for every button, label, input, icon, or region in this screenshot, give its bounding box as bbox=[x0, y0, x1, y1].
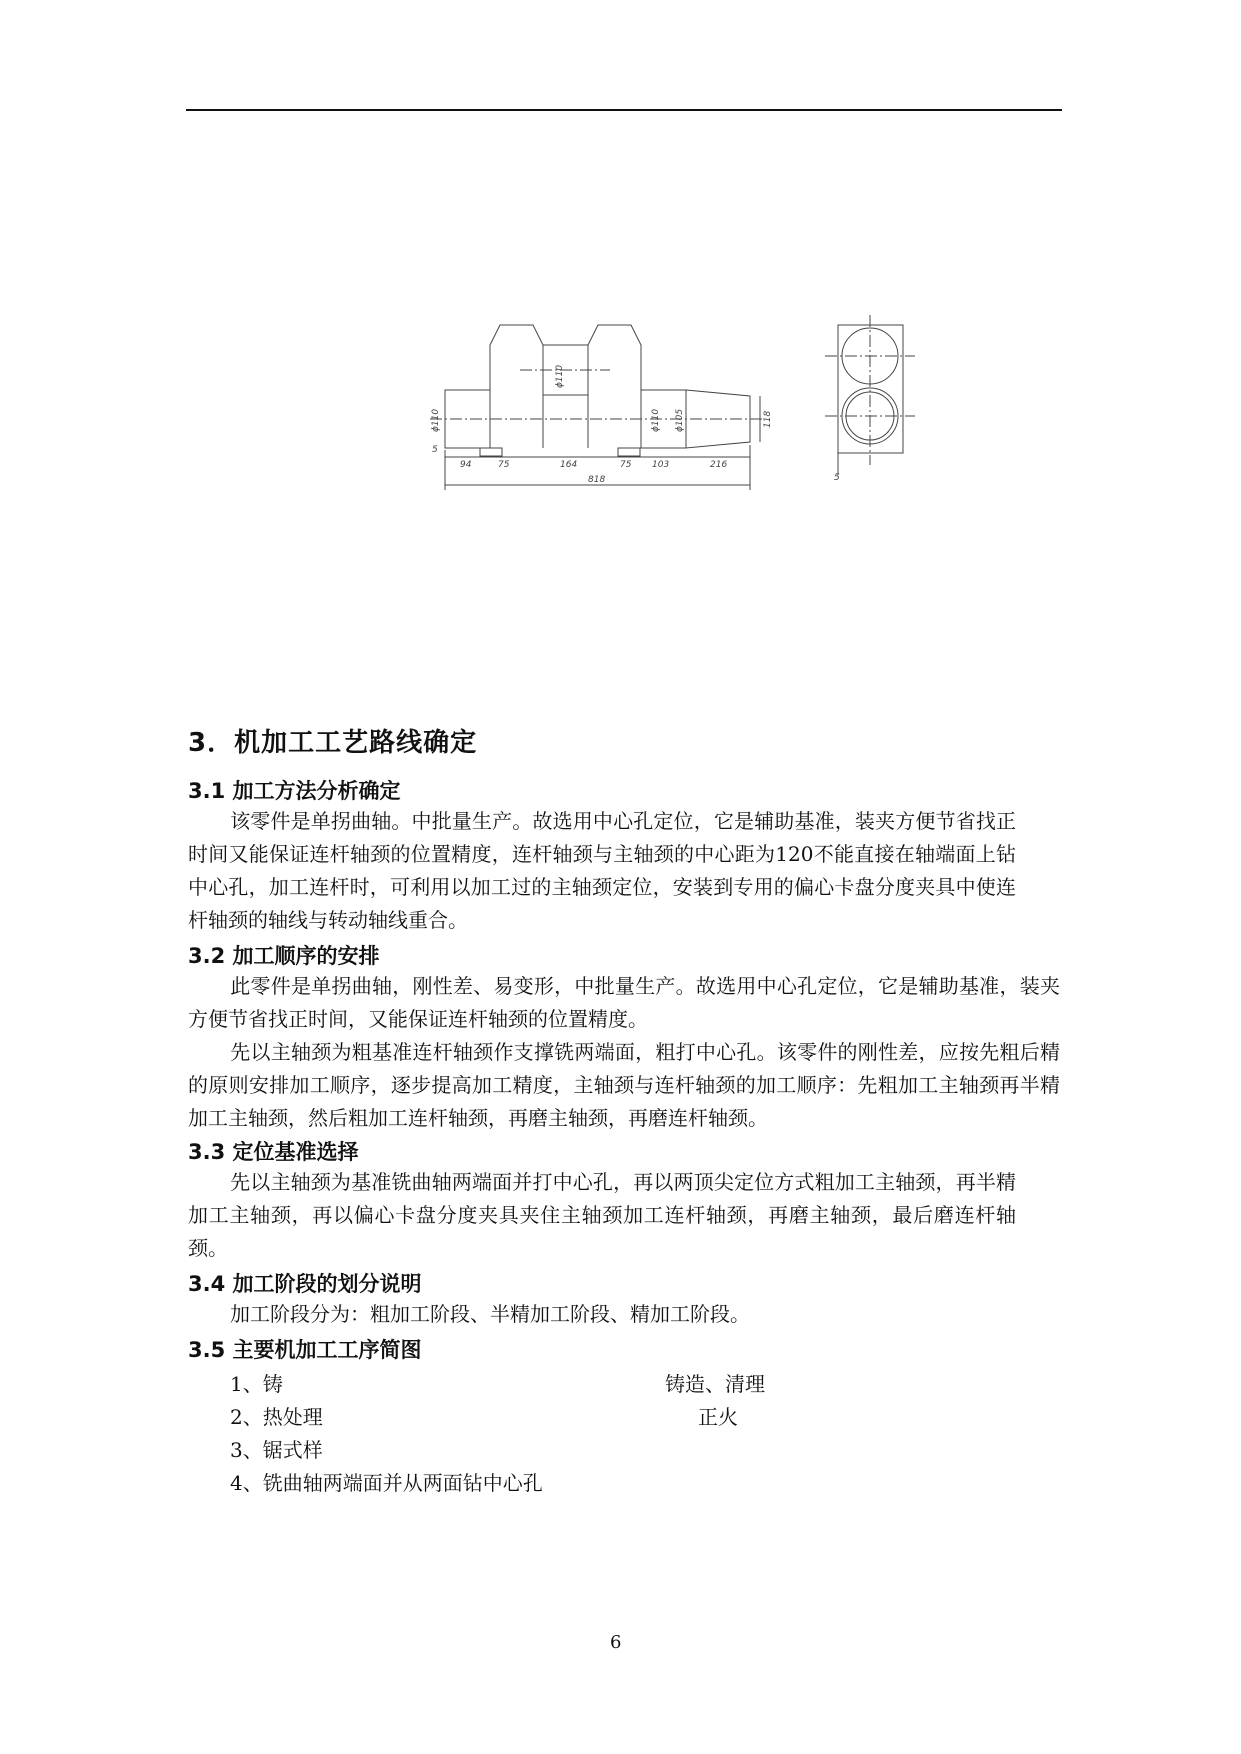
step-2-note: 正火 bbox=[698, 1405, 738, 1429]
step-1: 1、铸 bbox=[230, 1372, 283, 1396]
paragraph-3-2b-text: 先以主轴颈为粗基准连杆轴颈作支撑铣两端面，粗打中心孔。该零件的刚性差，应按先粗后精的原则安排加工顺序，逐步提高加工精度，主轴颈与连杆轴颈的加工顺序：先粗加工主轴颈再半精加工主轴颈，然后粗加工连杆轴颈，再磨主轴颈，再磨连杆轴颈。 bbox=[188, 1040, 1060, 1130]
step-4: 4、铣曲轴两端面并从两面钻中心孔 bbox=[230, 1471, 543, 1495]
dim-v-5: 118 bbox=[763, 410, 773, 428]
paragraph-3-2a-text: 此零件是单拐曲轴，刚性差、易变形，中批量生产。故选用中心孔定位，它是辅助基准，装夹方便节省找正时间，又能保证连杆轴颈的位置精度。 bbox=[188, 974, 1060, 1031]
dim-h-4: 75 bbox=[620, 460, 632, 470]
dim-h-1: 94 bbox=[460, 460, 472, 470]
paragraph-3-3-text: 先以主轴颈为基准铣曲轴两端面并打中心孔，再以两顶尖定位方式粗加工主轴颈，再半精加工主轴颈，再以偏心卡盘分度夹具夹住主轴颈加工连杆轴颈，再磨主轴颈，最后磨连杆轴颈。 bbox=[188, 1170, 1016, 1260]
paragraph-3-4-text: 加工阶段分为：粗加工阶段、半精加工阶段、精加工阶段。 bbox=[230, 1302, 750, 1326]
dim-h-2: 75 bbox=[498, 460, 510, 470]
dim-h-total: 818 bbox=[588, 475, 606, 485]
crankshaft-drawing bbox=[420, 310, 940, 500]
paragraph-3-3 bbox=[188, 1166, 1016, 1265]
step-2: 2、热处理 bbox=[230, 1405, 323, 1429]
subsection-title-3-2: 3.2 加工顺序的安排 bbox=[188, 944, 380, 968]
dim-v-6: 5 bbox=[432, 445, 438, 455]
header-rule bbox=[186, 109, 1062, 111]
dim-h-6: 216 bbox=[710, 460, 728, 470]
section-title: 3．机加工工艺路线确定 bbox=[188, 728, 478, 758]
dim-v-7: 5 bbox=[834, 473, 840, 483]
paragraph-3-2b bbox=[188, 1036, 1060, 1135]
dim-v-1: ϕ110 bbox=[431, 408, 441, 432]
paragraph-3-4 bbox=[188, 1298, 1060, 1331]
crankshaft-svg bbox=[420, 310, 940, 500]
subsection-title-3-4: 3.4 加工阶段的划分说明 bbox=[188, 1272, 422, 1296]
dim-h-3: 164 bbox=[560, 460, 578, 470]
dim-v-3: ϕ110 bbox=[651, 408, 661, 432]
dim-v-4: ϕ105 bbox=[675, 408, 685, 432]
subsection-title-3-3: 3.3 定位基准选择 bbox=[188, 1140, 359, 1164]
step-1-note: 铸造、清理 bbox=[665, 1372, 765, 1396]
page-number: 6 bbox=[610, 1632, 622, 1653]
dim-h-5: 103 bbox=[652, 460, 670, 470]
paragraph-3-2a bbox=[188, 970, 1060, 1036]
subsection-title-3-1: 3.1 加工方法分析确定 bbox=[188, 779, 401, 803]
step-3: 3、锯式样 bbox=[230, 1438, 323, 1462]
subsection-title-3-5: 3.5 主要机加工工序简图 bbox=[188, 1338, 422, 1362]
paragraph-3-1-text: 该零件是单拐曲轴。中批量生产。故选用中心孔定位，它是辅助基准，装夹方便节省找正时间又能保证连杆轴颈的位置精度，连杆轴颈与主轴颈的中心距为120不能直接在轴端面上钻中心孔，加工连杆时，可利用以加工过的主轴颈定位，安装到专用的偏心卡盘分度夹具中使连杆轴颈的轴线与转动轴线重合。 bbox=[188, 809, 1016, 932]
paragraph-3-1 bbox=[188, 805, 1016, 937]
dim-v-2: ϕ110 bbox=[555, 364, 565, 388]
